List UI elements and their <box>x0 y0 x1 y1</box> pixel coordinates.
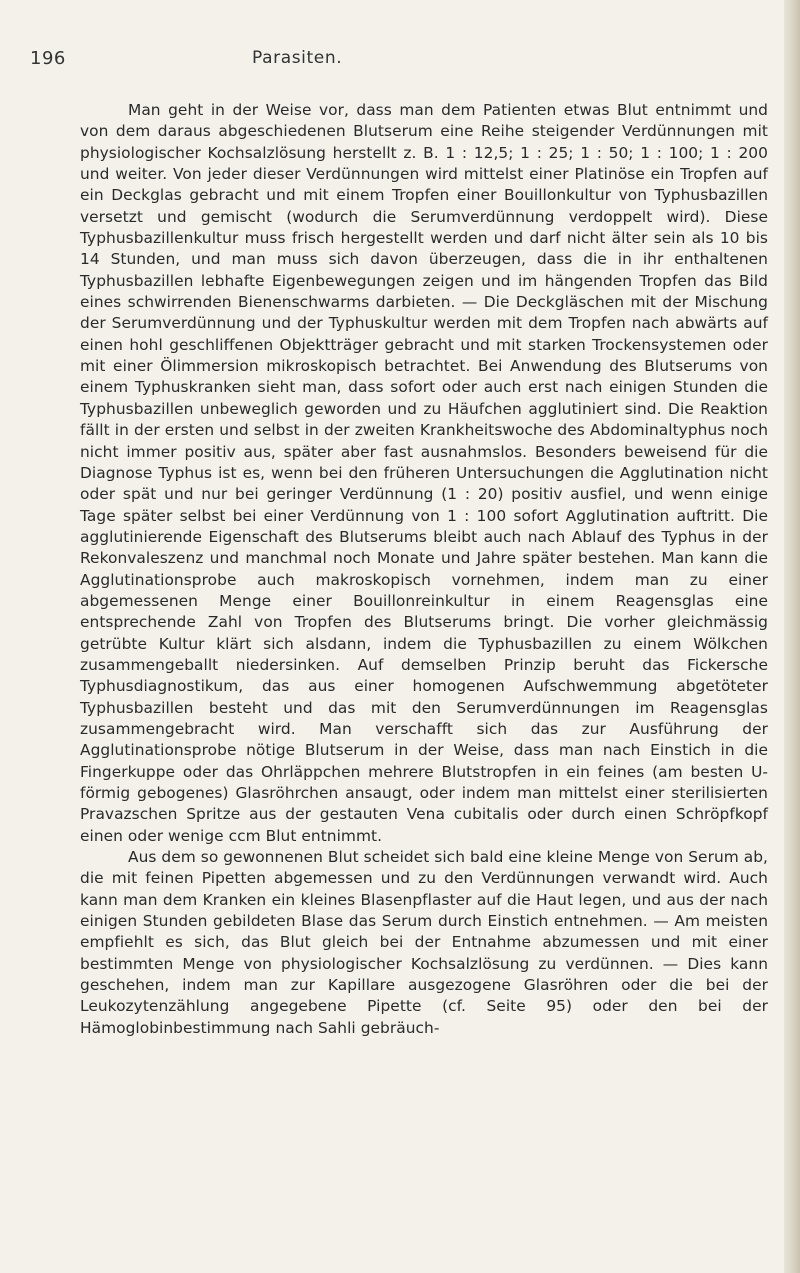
page-edge-shadow <box>784 0 800 1273</box>
paragraph-1: Man geht in der Weise vor, dass man dem Patienten etwas Blut entnimmt und von dem daraus abgeschiedenen Blutserum eine Reihe steigender Verdünnungen mit physiologischer Kochsalzlösung herstellt z. B. 1 : 12,5; 1 : 25; 1 : 50; 1 : 100; 1 : 200 und weiter. Von jeder dieser Verdünnungen wird mittelst einer Platinöse ein Tropfen auf ein Deckglas gebracht und mit einem Tropfen einer Bouillonkultur von Typhusbazillen versetzt und gemischt (wodurch die Serumverdünnung verdoppelt wird). Diese Typhusbazillenkultur muss frisch hergestellt werden und darf nicht älter sein als 10 bis 14 Stunden, und man muss sich davon überzeugen, dass die in ihr enthaltenen Typhusbazillen lebhafte Eigenbewegungen zeigen und im hängenden Tropfen das Bild eines schwirrenden Bienenschwarms darbieten. — Die Deckgläschen mit der Mischung der Serumverdünnung und der Typhuskultur werden mit dem Tropfen nach abwärts auf einen hohl geschliffenen Objektträger gebracht und mit starken Trockensystemen oder mit einer Ölimmersion mikroskopisch betrachtet. Bei Anwendung des Blutserums von einem Typhuskranken sieht man, dass sofort oder auch erst nach einigen Stunden die Typhusbazillen unbeweglich geworden und zu Häufchen agglutiniert sind. Die Reaktion fällt in der ersten und selbst in der zweiten Krankheitswoche des Abdominaltyphus noch nicht immer positiv aus, später aber fast ausnahmslos. Besonders beweisend für die Diagnose Typhus ist es, wenn bei den früheren Untersuchungen die Agglutination nicht oder spät und nur bei geringer Verdünnung (1 : 20) positiv ausfiel, und wenn einige Tage später selbst bei einer Verdünnung von 1 : 100 sofort Agglutination auftritt. Die agglutinierende Eigenschaft des Blutserums bleibt auch nach Ablauf des Typhus in der Rekonvaleszenz und manchmal noch Monate und Jahre später bestehen. Man kann die Agglutinationsprobe auch makroskopisch vornehmen, indem man zu einer abgemessenen Menge einer Bouillonreinkultur in einem Reagensglas eine entsprechende Zahl von Tropfen des Blutserums bringt. Die vorher gleichmässig getrübte Kultur klärt sich alsdann, indem die Typhusbazillen zu einem Wölkchen zusammengeballt niedersinken. Auf demselben Prinzip beruht das Fickersche Typhusdiagnostikum, das aus einer homogenen Aufschwemmung abgetöteter Typhusbazillen besteht und das mit den Serumverdünnungen im Reagensglas zusammengebracht wird. Man verschafft sich das zur Ausführung der Agglutinationsprobe nötige Blutserum in der Weise, dass man nach Einstich in die Fingerkuppe oder das Ohrläppchen mehrere Blutstropfen in ein feines (am besten U-förmig gebogenes) Glasröhrchen ansaugt, oder indem man mittelst einer sterilisierten Pravazschen Spritze aus der gestauten Vena cubitalis oder durch einen Schröpfkopf einen oder wenige ccm Blut entnimmt. <box>80 101 768 845</box>
paragraph-2: Aus dem so gewonnenen Blut scheidet sich bald eine kleine Menge von Serum ab, die mit feinen Pipetten abgemessen und zu den Verdünnungen verwandt wird. Auch kann man dem Kranken ein kleines Blasenpflaster auf die Haut legen, und aus der nach einigen Stunden gebildeten Blase das Serum durch Einstich entnehmen. — Am meisten empfiehlt es sich, das Blut gleich bei der Entnahme abzumessen und mit einer bestimmten Menge von physiologischer Kochsalzlösung zu verdünnen. — Dies kann geschehen, indem man zur Kapillare ausgezogene Glasröhren oder die bei der Leukozytenzählung angegebene Pipette (cf. Seite 95) oder den bei der Hämoglobinbestimmung nach Sahli gebräuch- <box>80 848 768 1037</box>
running-header <box>0 48 800 78</box>
body-text <box>80 100 768 1039</box>
running-title: Parasiten. <box>252 48 343 68</box>
page-number: 196 <box>30 48 66 69</box>
